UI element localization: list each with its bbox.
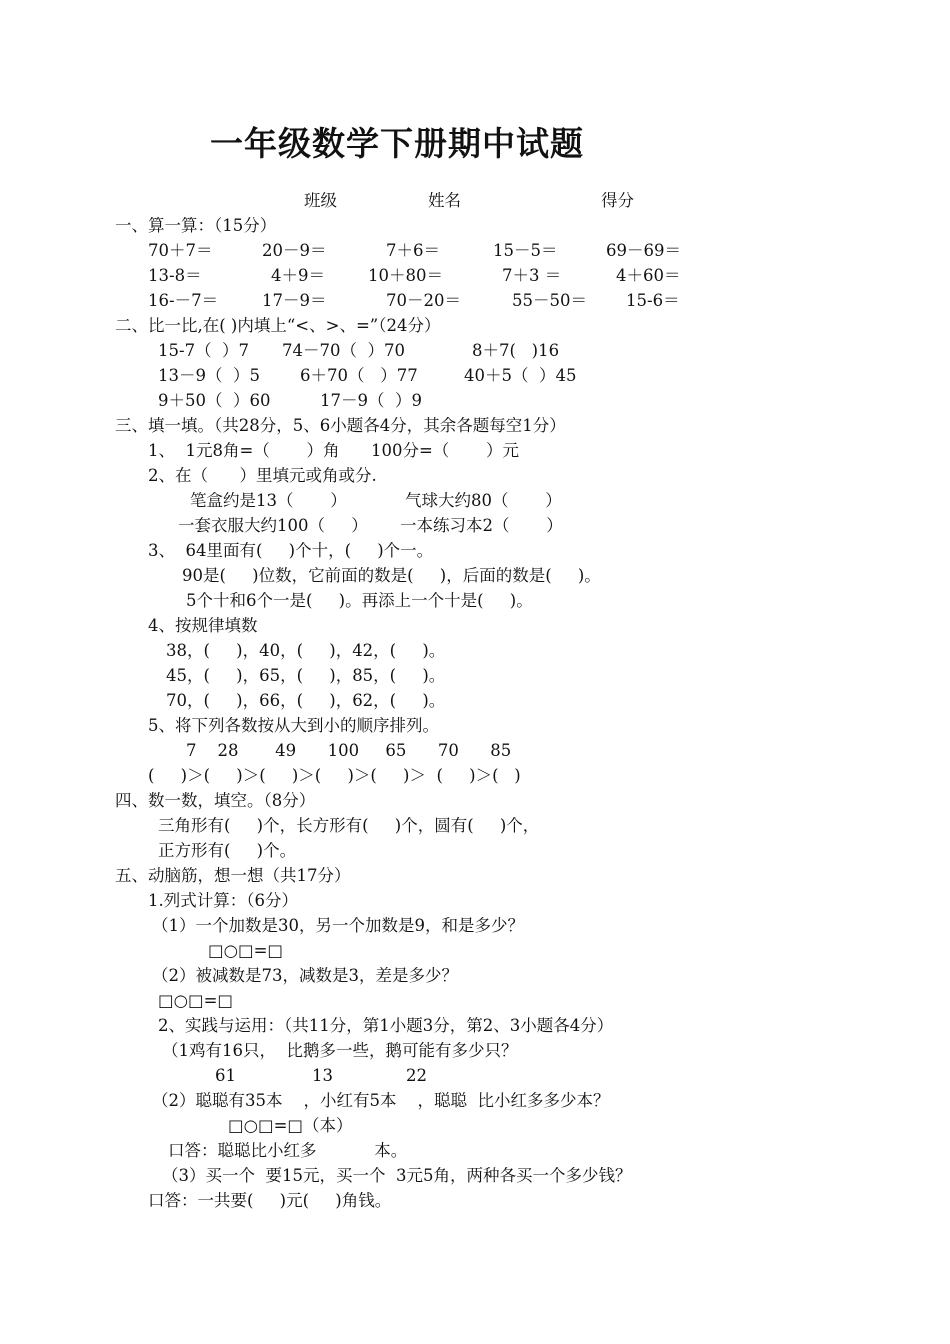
formula-boxes: □○□=□ [208, 941, 283, 960]
shape-count-line: 正方形有( )个。 [158, 841, 297, 860]
question-5-answer-line: ( )＞( )＞( )＞( )＞( )＞ ( )＞( ) [148, 766, 521, 785]
calc-item: 15－5＝ [493, 241, 558, 260]
page-title: 一年级数学下册期中试题 [210, 124, 584, 163]
oral-answer: 口答：一共要( )元( )角钱。 [148, 1191, 392, 1210]
question-2-item: 笔盒约是13（ ） [190, 491, 347, 510]
section-4-heading: 四、数一数，填空。（8分） [115, 791, 316, 810]
compare-item: 74－70（ ）70 [282, 341, 405, 360]
calc-item: 16-－7＝ [148, 291, 219, 310]
part-1: 1.列式计算：（6分） [148, 891, 298, 910]
section-1-heading: 一、算一算：（15分） [115, 216, 277, 235]
problem: （3）买一个 要15元，买一个 3元5角，两种各买一个多少钱？ [162, 1166, 632, 1185]
calc-item: 7＋6＝ [386, 241, 440, 260]
question-2-item: 一本练习本2（ ） [400, 516, 563, 535]
section-5-heading: 五、动脑筋，想一想（共17分） [115, 866, 351, 885]
calc-item: 70＋7＝ [148, 241, 213, 260]
problem: （1鸡有16只， 比鹅多一些，鹅可能有多少只？ [162, 1041, 518, 1060]
calc-item: 4＋9＝ [271, 266, 325, 285]
question-5: 5、将下列各数按从大到小的顺序排列。 [148, 716, 439, 735]
calc-item: 13-8＝ [148, 266, 202, 285]
question-2-item: 一套衣服大约100（ ） [178, 516, 368, 535]
option-number: 13 [312, 1066, 333, 1085]
calc-item: 69－69＝ [606, 241, 681, 260]
calc-item: 55－50＝ [512, 291, 587, 310]
question-3: 3、 64里面有( )个十，( )个一。 [148, 541, 434, 560]
section-3-heading: 三、填一填。（共28分，5、6小题各4分，其余各题每空1分） [115, 416, 566, 435]
class-label: 班级 [304, 191, 337, 210]
question-5-numbers: 7 28 49 100 65 70 85 [186, 741, 512, 760]
section-2-heading: 二、比一比,在( )内填上“<、>、=”（24分） [115, 316, 441, 335]
compare-item: 6＋70（ ）77 [300, 366, 418, 385]
calc-item: 17－9＝ [262, 291, 327, 310]
question-4: 4、按规律填数 [148, 616, 258, 635]
compare-item: 8＋7( )16 [472, 341, 560, 360]
calc-item: 70－20＝ [386, 291, 461, 310]
calc-item: 20－9＝ [262, 241, 327, 260]
formula-boxes: □○□=□ [158, 991, 233, 1010]
compare-item: 13－9（ ）5 [158, 366, 260, 385]
part-2: 2、实践与运用：（共11分，第1小题3分，第2、3小题各4分） [158, 1016, 614, 1035]
question-2: 2、在（ ）里填元或角或分. [148, 466, 377, 485]
score-label: 得分 [601, 191, 634, 210]
shape-count-line: 三角形有( )个，长方形有( )个，圆有( )个， [158, 816, 540, 835]
calc-item: 4＋60＝ [616, 266, 681, 285]
option-number: 22 [406, 1066, 427, 1085]
option-number: 61 [215, 1066, 236, 1085]
question-2-item: 气球大约80（ ） [405, 491, 562, 510]
sequence-row: 70，( )，66，( )，62，( )。 [166, 691, 446, 710]
sequence-row: 38，( )，40，( )，42，( )。 [166, 641, 446, 660]
calc-item: 7＋3 ＝ [502, 266, 562, 285]
question-3-part: 90是( )位数，它前面的数是( )，后面的数是( )。 [182, 566, 601, 585]
problem: （2）聪聪有35本 ，小红有5本 ，聪聪 比小红多多少本？ [152, 1091, 610, 1110]
question-1: 1、 1元8角=（ ）角 100分=（ ）元 [148, 441, 520, 460]
problem: （1）一个加数是30，另一个加数是9，和是多少？ [152, 916, 524, 935]
problem: （2）被减数是73，减数是3，差是多少？ [152, 966, 458, 985]
formula-boxes: □○□=□（本） [228, 1116, 353, 1135]
sequence-row: 45，( )，65，( )，85，( )。 [166, 666, 446, 685]
calc-item: 10＋80＝ [368, 266, 443, 285]
name-label: 姓名 [428, 191, 461, 210]
calc-item: 15-6＝ [626, 291, 680, 310]
oral-answer: 口答：聪聪比小红多 本。 [168, 1141, 408, 1160]
compare-item: 17－9（ ）9 [320, 391, 422, 410]
compare-item: 9＋50（ ）60 [158, 391, 271, 410]
question-3-part: 5个十和6个一是( )。再添上一个十是( )。 [186, 591, 533, 610]
compare-item: 15-7（ ）7 [158, 341, 250, 360]
compare-item: 40＋5（ ）45 [464, 366, 577, 385]
